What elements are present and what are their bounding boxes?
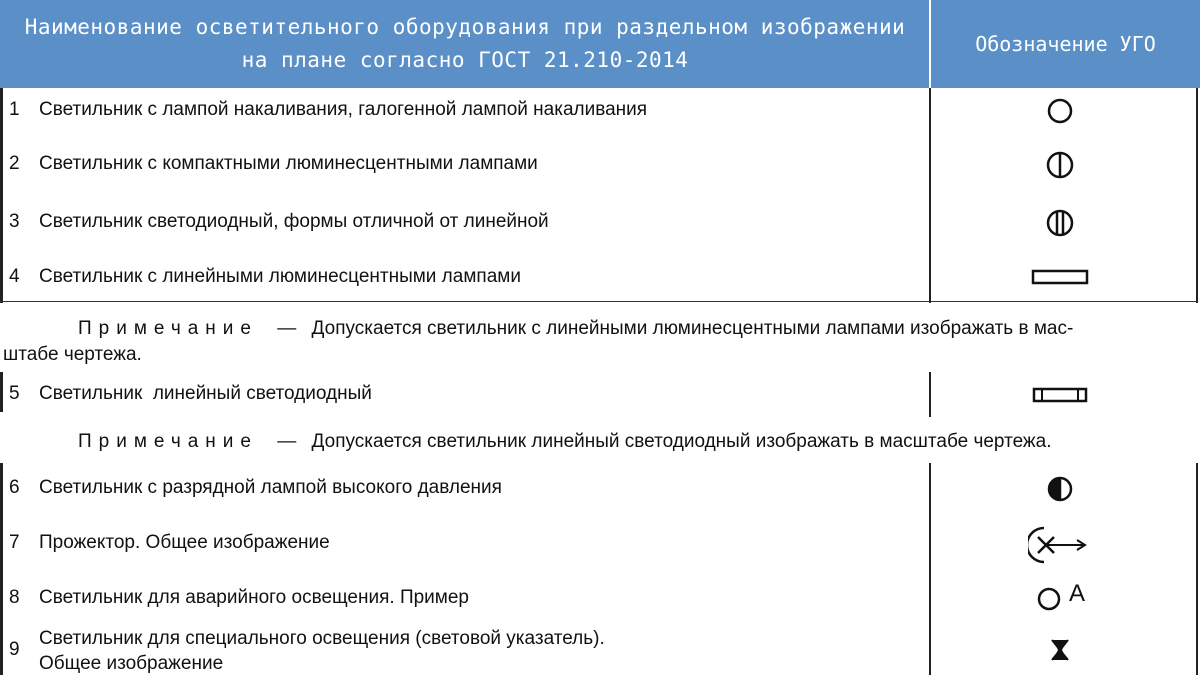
row-text: Светильник для аварийного освещения. Пример [39,587,469,608]
row-text: Прожектор. Общее изображение [39,532,330,553]
rectangle-icon [1010,266,1110,288]
table-row [0,532,1200,558]
circle-icon [1010,96,1110,126]
row-text: Светильник линейный светодиодный [39,383,372,404]
table-row [0,99,1200,125]
circle-two-lines-icon [1010,207,1110,239]
emergency-letter: А [1068,580,1085,607]
row-text-line2: Общее изображение [39,653,224,674]
row-text: Светильник с разрядной лампой высокого давления [39,477,502,498]
row-number: 1 [9,99,20,120]
row-number: 2 [9,153,20,174]
row-number: 3 [9,211,20,232]
filled-x-icon [1010,636,1110,664]
table-row [0,383,1200,409]
circle-one-line-icon [1010,149,1110,181]
note-row-5 [0,429,1200,455]
row-text [39,626,605,676]
note-row-4 [0,316,1200,368]
row-number: 5 [9,383,20,404]
note-text-continued: штабе чертежа. [3,344,142,365]
row-number: 6 [9,477,20,498]
table-row [0,266,1200,292]
row-text-line1: Светильник для специального освещения (световой указатель). [39,628,605,649]
rectangle-divided-icon [1010,384,1110,406]
table-row [0,626,1200,674]
table-row [0,211,1200,237]
note-dash: — [277,318,297,339]
header-title-line2: на плане согласно ГОСТ 21.210-2014 [241,48,689,72]
row-number: 4 [9,266,20,287]
row-separator [0,301,1198,302]
table-row [0,153,1200,179]
row-number: 8 [9,587,20,608]
note-label: Примечание [78,431,258,452]
circle-letter-a-icon [1010,580,1110,611]
circle-half-filled-icon [1010,473,1110,505]
header-title-line1: Наименование осветительного оборудования при раздельном изображении [24,15,906,39]
table-row [0,580,1200,613]
note-dash: — [277,431,297,452]
header-symbol-column: Обозначение УГО [975,32,1156,56]
row-text: Светильник с лампой накаливания, галогенной лампой накаливания [39,99,648,120]
table-row [0,477,1200,503]
row-text: Светильник с компактными люминесцентными лампами [39,153,538,174]
row-number: 9 [9,639,20,660]
note-text: Допускается светильник линейный светодиодный изображать в масштабе чертежа. [311,431,1052,452]
row-number: 7 [9,532,20,553]
header-name-column [0,0,930,88]
note-label: Примечание [78,318,258,339]
row-text: Светильник светодиодный, формы отличной от линейной [39,211,549,232]
table-header [0,0,1200,88]
note-text: Допускается светильник с линейными люминесцентными лампами изображать в мас- [311,318,1074,339]
row-text: Светильник с линейными люминесцентными лампами [39,266,521,287]
projector-icon [1010,523,1110,567]
